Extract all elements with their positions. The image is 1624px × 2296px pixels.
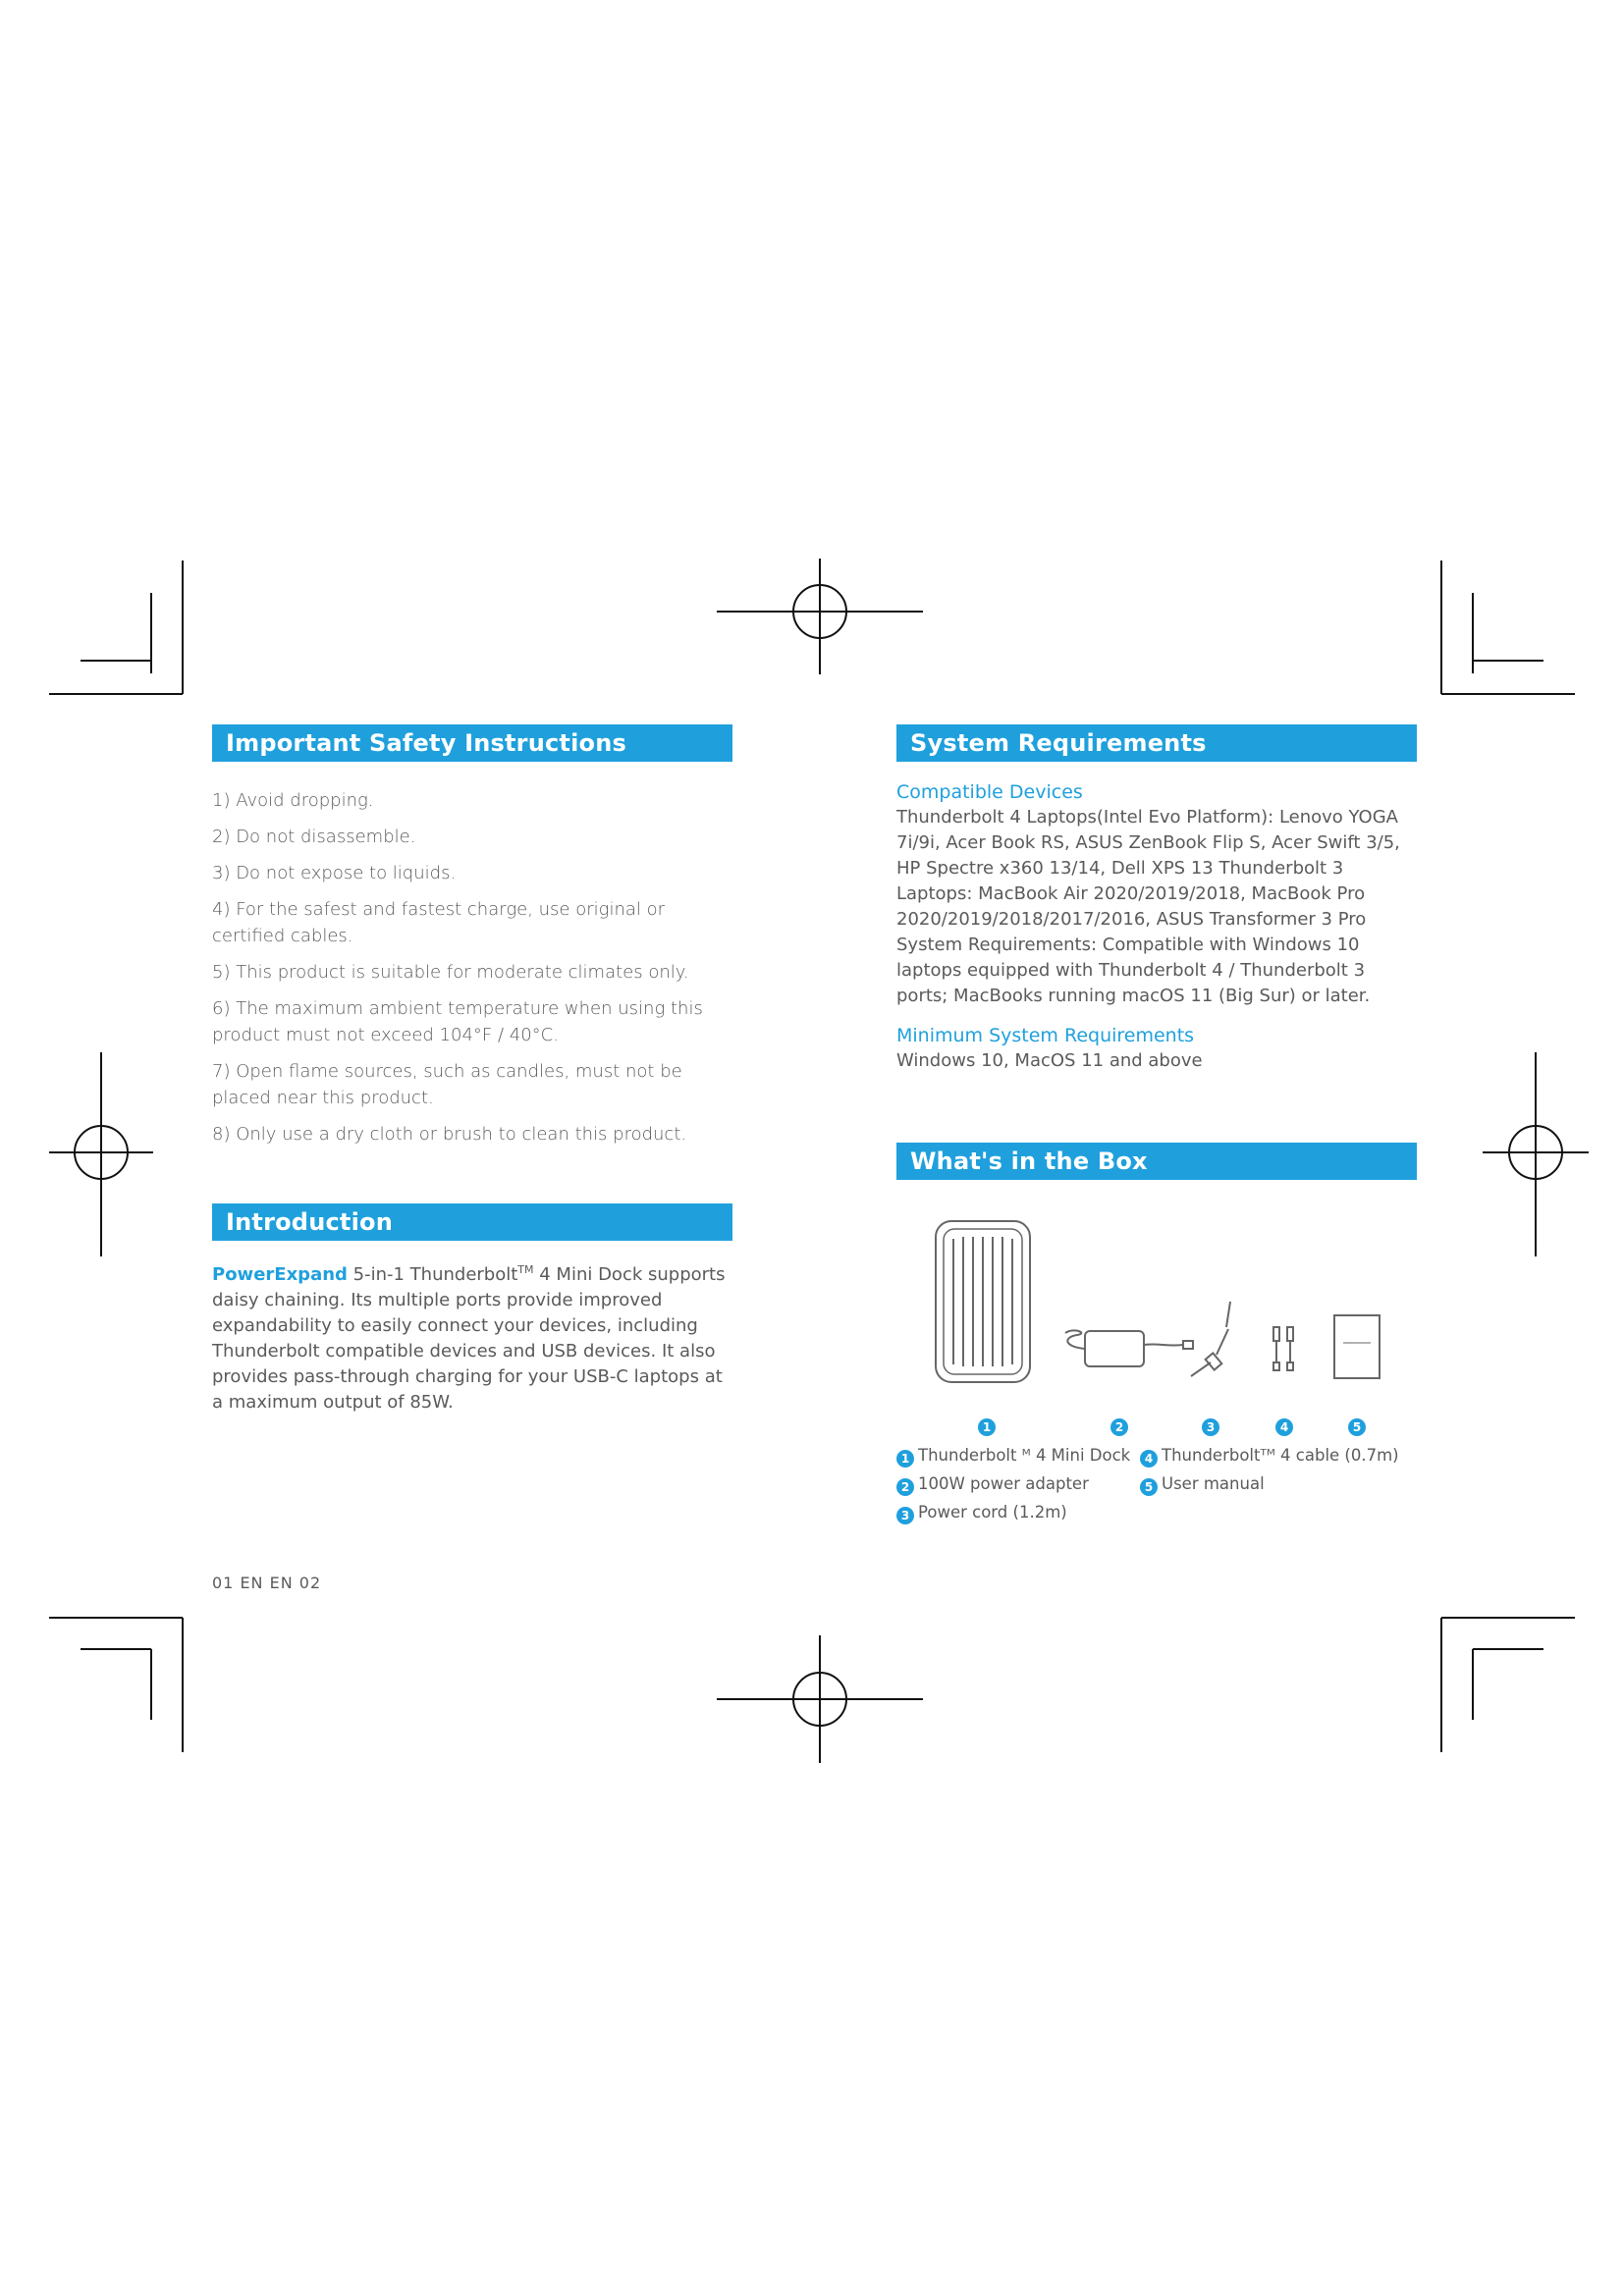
- introduction-heading: Introduction: [212, 1203, 732, 1241]
- number-badge: 4: [1140, 1450, 1158, 1468]
- legend-item: [1140, 1445, 1399, 1468]
- brand-name: PowerExpand: [212, 1264, 348, 1285]
- legend-item: [896, 1445, 1130, 1468]
- number-badge: 5: [1140, 1478, 1158, 1496]
- safety-heading: Important Safety Instructions: [212, 724, 732, 762]
- intro-text-b: 4 Mini Dock supports daisy chaining. Its multiple ports provide improved expandability to easily connect your devices, including Thunderbolt compatible devices and USB devices. It also provides pass-through charging for your USB-C laptops at a maximum output of 85W.: [212, 1264, 726, 1413]
- manual-illustration: [1334, 1315, 1380, 1378]
- minimum-requirements-title: Minimum System Requirements: [896, 1025, 1195, 1046]
- number-badge: 4: [1275, 1418, 1293, 1436]
- safety-item: 5) This product is suitable for moderate climates only.: [212, 962, 689, 983]
- safety-item: 7) Open flame sources, such as candles, must not be placed near this product.: [212, 1061, 682, 1108]
- introduction-section: [212, 1203, 732, 1415]
- number-badge: 3: [896, 1507, 914, 1524]
- introduction-text: [212, 1262, 732, 1415]
- minimum-requirements-text: Windows 10, MacOS 11 and above: [896, 1050, 1203, 1071]
- box-contents-illustration: [896, 1180, 1417, 1445]
- power-cord-illustration: [1191, 1302, 1230, 1376]
- power-adapter-illustration: [1065, 1330, 1193, 1366]
- box-heading: What's in the Box: [896, 1143, 1417, 1180]
- legend-item: [896, 1473, 1089, 1496]
- legend-label: Power cord (1.2m): [918, 1503, 1067, 1522]
- number-badge: 1: [978, 1418, 996, 1436]
- compatible-devices-text: Thunderbolt 4 Laptops(Intel Evo Platform): Lenovo YOGA 7i/9i, Acer Book RS, ASUS ZenBook Flip S, Acer Swift 3/5, HP Spectre x360 13/14, Dell XPS 13 Thunderbolt 3 Laptops: MacBook Air 2020/2019/2018, MacBook Pro 2020/2019/2018/2017/2016, ASUS Transformer 3 Pro System Requirements: Compatible with Windows 10 laptops equipped with Thunderbolt 4 / Thunderbolt 3 ports; MacBooks running macOS 11 (Big Sur) or later.: [896, 807, 1400, 1006]
- compatible-devices-title: Compatible Devices: [896, 781, 1083, 803]
- legend-label: User manual: [1162, 1474, 1265, 1493]
- system-requirements-section: [896, 724, 1417, 1074]
- safety-section: [212, 724, 732, 1157]
- safety-item: 4) For the safest and fastest charge, use original or certified cables.: [212, 899, 666, 946]
- cable-illustration: [1273, 1327, 1293, 1370]
- safety-item: 2) Do not disassemble.: [212, 827, 416, 847]
- safety-item: 6) The maximum ambient temperature when using this product must not exceed 104°F / 40°C.: [212, 998, 703, 1045]
- legend-label: 100W power adapter: [918, 1474, 1089, 1493]
- number-badge: 2: [896, 1478, 914, 1496]
- legend-item: [896, 1502, 1067, 1524]
- safety-item: 1) Avoid dropping.: [212, 790, 374, 811]
- safety-item: 3) Do not expose to liquids.: [212, 863, 457, 883]
- number-badge: 3: [1202, 1418, 1219, 1436]
- legend-label: Thunderboltᵀᴹ 4 cable (0.7m): [1162, 1446, 1399, 1465]
- number-badge: 5: [1348, 1418, 1366, 1436]
- page-footer: 01 EN EN 02: [212, 1574, 322, 1592]
- trademark-mark: TM: [517, 1263, 534, 1276]
- safety-item: 8) Only use a dry cloth or brush to clean this product.: [212, 1124, 687, 1145]
- legend-label: Thunderbolt ᴹ 4 Mini Dock: [918, 1446, 1131, 1465]
- number-badge: 1: [896, 1450, 914, 1468]
- number-badge: 2: [1110, 1418, 1128, 1436]
- intro-text-a: 5-in-1 Thunderbolt: [347, 1264, 518, 1285]
- safety-list: [212, 787, 732, 1148]
- legend-item: [1140, 1473, 1265, 1496]
- dock-illustration: [936, 1221, 1030, 1382]
- box-legend: [896, 1445, 1417, 1533]
- box-section: [896, 1143, 1417, 1533]
- system-requirements-heading: System Requirements: [896, 724, 1417, 762]
